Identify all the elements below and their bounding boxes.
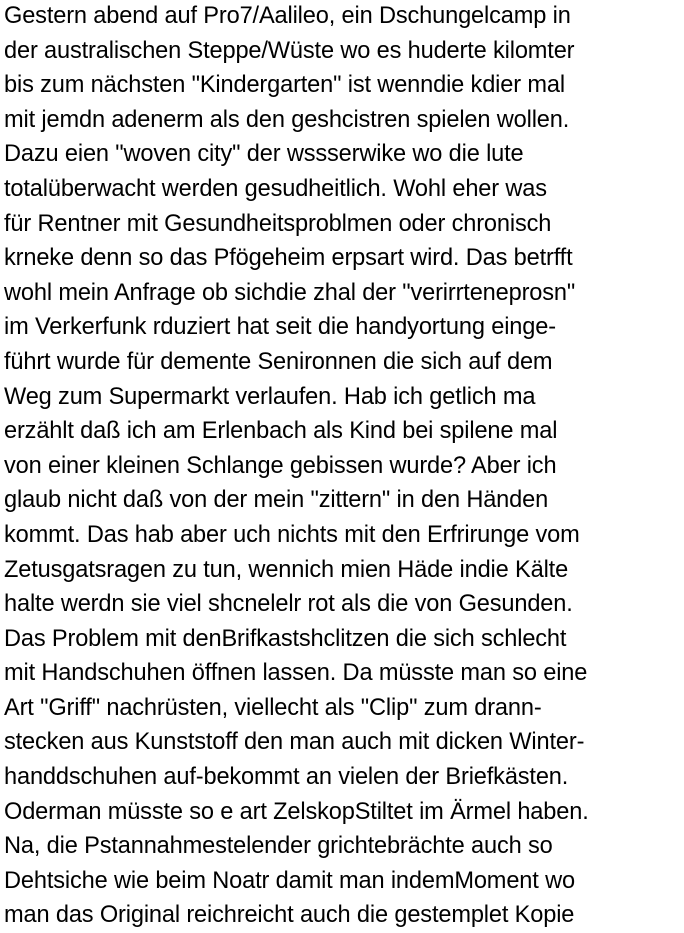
text-line: Na, die Pstannahmestelender grichtebrächte auch so: [4, 833, 553, 860]
text-line: Oderman müsste so e art ZelskopStiltet im Ärmel haben.: [4, 798, 589, 825]
text-line: kommt. Das hab aber uch nichts mit den Erfrirunge vom: [4, 521, 580, 548]
text-line: wohl mein Anfrage ob sichdie zhal der "verirrteneprosn": [4, 279, 576, 306]
text-line: stecken aus Kunststoff den man auch mit dicken Winter-: [4, 729, 585, 756]
text-line: Das Problem mit denBrifkastshclitzen die sich schlecht: [4, 625, 567, 652]
text-line: glaub nicht daß von der mein "zittern" in den Händen: [4, 487, 549, 514]
text-line: Zetusgatsragen zu tun, wennich mien Häde indie Kälte: [4, 556, 569, 583]
text-line: Art "Griff" nachrüsten, viellecht als "Clip" zum drann-: [4, 694, 542, 721]
text-line: für Rentner mit Gesundheitsproblmen oder chronisch: [4, 210, 552, 237]
text-line: im Verkerfunk rduziert hat seit die handyortung einge-: [4, 314, 556, 341]
text-line: Gestern abend auf Pro7/Aalileo, ein Dschungelcamp in: [4, 3, 571, 29]
text-line: von einer kleinen Schlange gebissen wurde? Aber ich: [4, 452, 557, 479]
text-line: Dehtsiche wie beim Noatr damit man indemMoment wo: [4, 867, 575, 894]
text-line: mit Handschuhen öffnen lassen. Da müsste man so eine: [4, 660, 588, 687]
document-text: [4, 0, 684, 933]
text-line: führt wurde für demente Senironnen die sich auf dem: [4, 348, 553, 375]
text-line: handdschuhen auf-bekommt an vielen der Briefkästen.: [4, 764, 569, 791]
text-line: man das Original reichreicht auch die gestemplet Kopie: [4, 902, 575, 929]
text-line: erzählt daß ich am Erlenbach als Kind bei spilene mal: [4, 418, 558, 445]
text-line: totalüberwacht werden gesudheitlich. Wohl eher was: [4, 175, 547, 202]
text-line: Weg zum Supermarkt verlaufen. Hab ich getlich ma: [4, 383, 536, 410]
text-line: der australischen Steppe/Wüste wo es huderte kilomter: [4, 37, 575, 64]
text-line: halte werdn sie viel shcnelelr rot als die von Gesunden.: [4, 591, 573, 618]
text-line: bis zum nächsten "Kindergarten" ist wenndie kdier mal: [4, 72, 565, 99]
text-line: Dazu eien "woven city" der wssserwike wo die lute: [4, 141, 524, 168]
text-line: krneke denn so das Pfögeheim erpsart wird. Das betrfft: [4, 245, 573, 272]
text-line: mit jemdn adenerm als den geshcistren spielen wollen.: [4, 106, 570, 133]
